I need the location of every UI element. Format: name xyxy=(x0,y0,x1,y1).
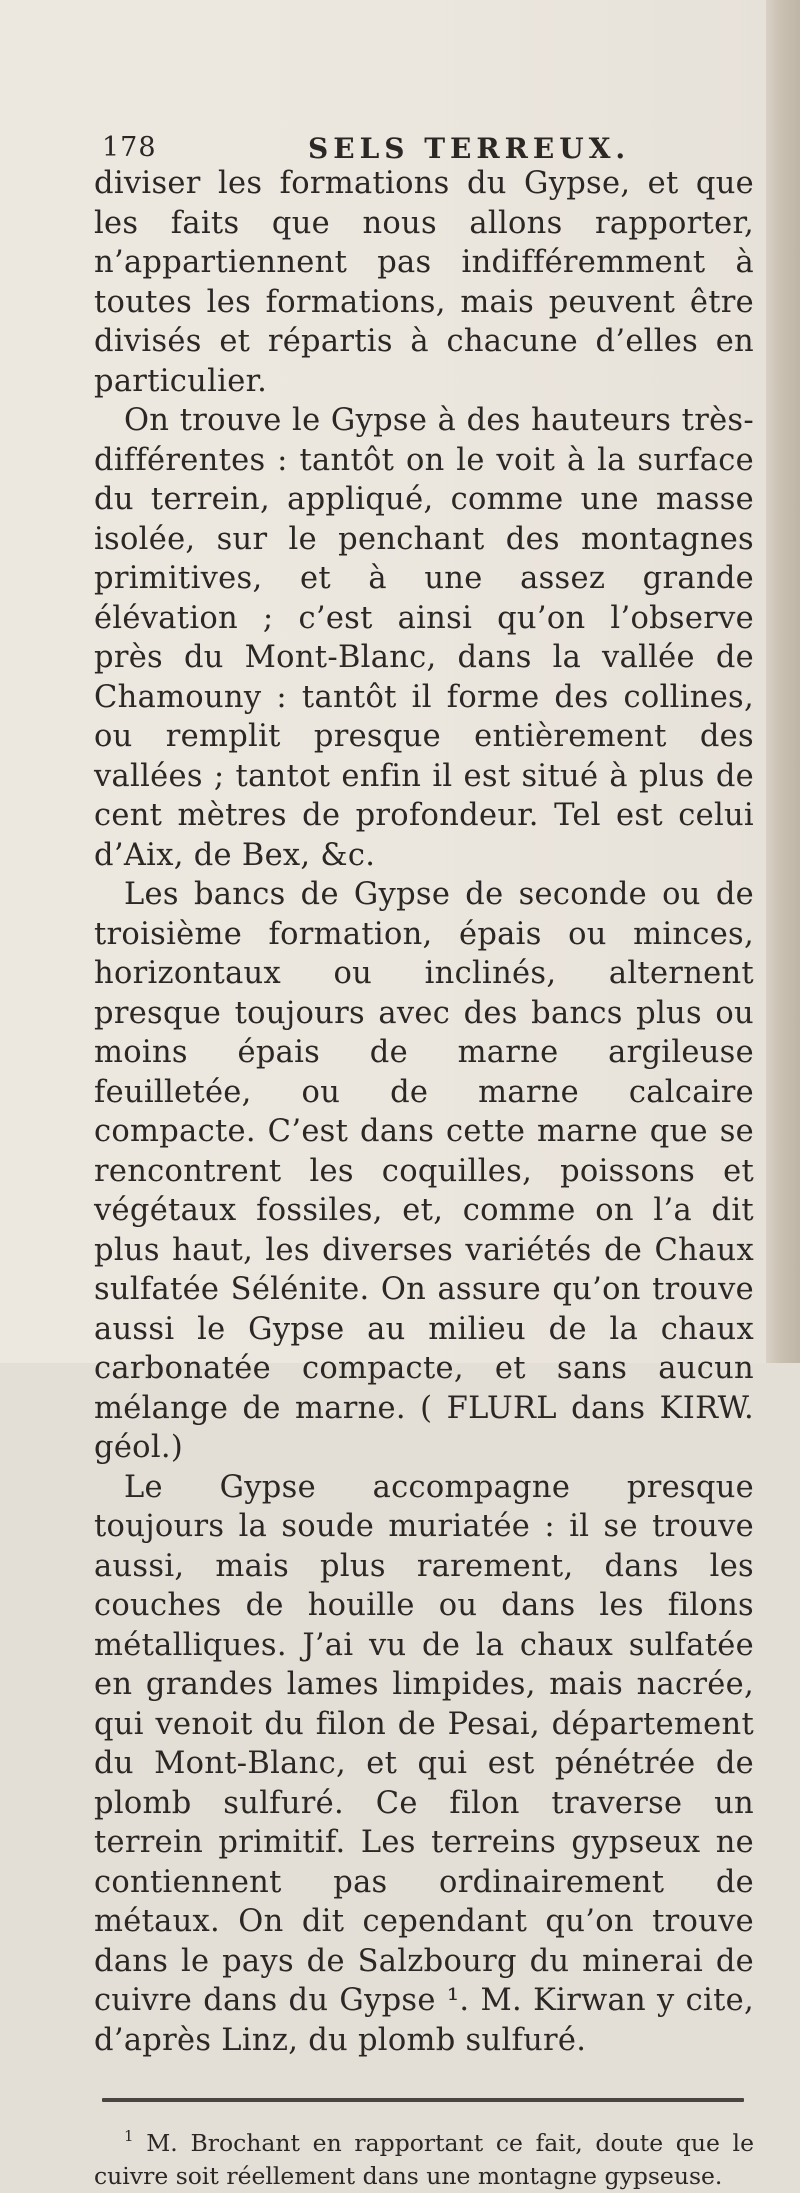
footnote-divider xyxy=(102,2098,744,2102)
paragraph-2: On trouve le Gypse à des hauteurs très-différentes : tantôt on le voit à la surface du terrein, appliqué, comme une masse isolée, sur le penchant des montagnes primitives, et à une assez grande élévation ; c’est ainsi qu’on l’observe près du Mont-Blanc, dans la vallée de Chamouny : tantôt il forme des collines, ou remplit presque entièrement des vallées ; tantot enfin il est situé à plus de cent mètres de profondeur. Tel est celui d’Aix, de Bex, &c. xyxy=(94,403,754,873)
paragraph-4: Le Gypse accompagne presque toujours la soude muriatée : il se trouve aussi, mais plus rarement, dans les couches de houille ou dans les filons métalliques. J’ai vu de la chaux sulfatée en grandes lames limpides, mais nacrée, qui venoit du filon de Pesai, département du Mont-Blanc, et qui est pénétrée de plomb sulfuré. Ce filon traverse un terrein primitif. Les terreins gypseux ne contiennent pas ordinairement de métaux. On dit cependant qu’on trouve dans le pays de Salzbourg du minerai de cuivre dans du Gypse ¹. M. Kirwan y cite, d’après Linz, du plomb sulfuré. xyxy=(94,1469,754,2058)
body-text xyxy=(94,164,754,2060)
paragraph-3: Les bancs de Gypse de seconde ou de troisième formation, épais ou minces, horizontaux ou inclinés, alternent presque toujours avec des bancs plus ou moins épais de marne argileuse feuilletée, ou de marne calcaire compacte. C’est dans cette marne que se rencontrent les coquilles, poissons et végétaux fossiles, et, comme on l’a dit plus haut, les diverses variétés de Chaux sulfatée Sélénite. On assure qu’on trouve aussi le Gypse au milieu de la chaux carbonatée compacte, et sans aucun mélange de marne. ( FLURL dans KIRW. géol.) xyxy=(94,877,754,1465)
footnote-text: M. Brochant en rapportant ce fait, doute que le cuivre soit réellement dans une montagne gypseuse. xyxy=(94,2129,754,2190)
page-header xyxy=(94,122,754,165)
page-edge-shadow xyxy=(766,0,800,1363)
footnote xyxy=(94,2120,754,2193)
running-title: SELS TERREUX. xyxy=(308,132,631,165)
page-content xyxy=(94,122,754,2193)
footnote-marker: 1 xyxy=(124,2127,134,2145)
paragraph-1: diviser les formations du Gypse, et que les faits que nous allons rapporter, n’appartiennent pas indifféremment à toutes les formations, mais peuvent être divisés et répartis à chacune d’elles en particulier. xyxy=(94,166,754,399)
page-number: 178 xyxy=(102,132,157,163)
